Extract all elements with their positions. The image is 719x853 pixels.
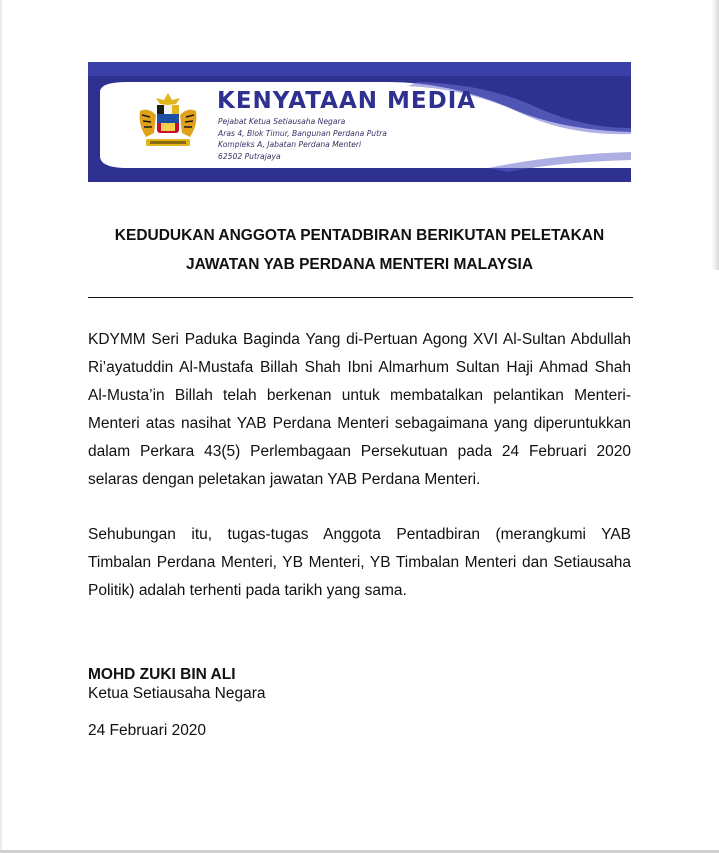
headline-line-2: JAWATAN YAB PERDANA MENTERI MALAYSIA: [185, 256, 534, 273]
headline-line-1: KEDUDUKAN ANGGOTA PENTADBIRAN BERIKUTAN PELETAKAN: [114, 227, 605, 244]
statement-date: 24 Februari 2020: [88, 722, 207, 739]
page-curl-shadow: [711, 0, 719, 270]
malaysia-coat-of-arms-icon: [132, 91, 204, 155]
media-statement-banner: [88, 62, 631, 182]
banner-title: KENYATAAN MEDIA: [217, 88, 477, 114]
address-line-postcode: 62502 Putrajaya: [218, 151, 281, 161]
signatory-title: Ketua Setiausaha Negara: [88, 685, 266, 702]
address-line-building: Aras 4, Blok Timur, Bangunan Perdana Putra: [218, 128, 387, 138]
address-line-office: Pejabat Ketua Setiausaha Negara: [218, 117, 346, 126]
body-paragraph-1: KDYMM Seri Paduka Baginda Yang di-Pertuan Agong XVI Al-Sultan Abdullah Ri’ayatuddin Al-Mustafa Billah Shah Ibni Almarhum Sultan Haji Ahmad Shah Al-Musta’in Billah telah berkenan untuk membatalkan pelantikan Menteri-Menteri atas nasihat YAB Perdana Menteri sebagaimana yang diperuntukkan dalam Perkara 43(5) Perlembagaan Persekutuan pada 24 Februari 2020 selaras dengan peletakan jawatan YAB Perdana Menteri.: [88, 331, 631, 488]
page-edge-left: [0, 0, 2, 853]
address-line-complex: Kompleks A, Jabatan Perdana Menteri: [218, 140, 362, 149]
body-paragraph-2: Sehubungan itu, tugas-tugas Anggota Pentadbiran (merangkumi YAB Timbalan Perdana Menteri, YB Menteri, YB Timbalan Menteri dan Setiausaha Politik) adalah terhenti pada tarikh yang sama.: [88, 526, 631, 599]
banner-address: [218, 116, 387, 162]
document-headline: [88, 221, 631, 279]
signatory-name: MOHD ZUKI BIN ALI: [88, 666, 236, 683]
headline-divider: [88, 297, 633, 298]
